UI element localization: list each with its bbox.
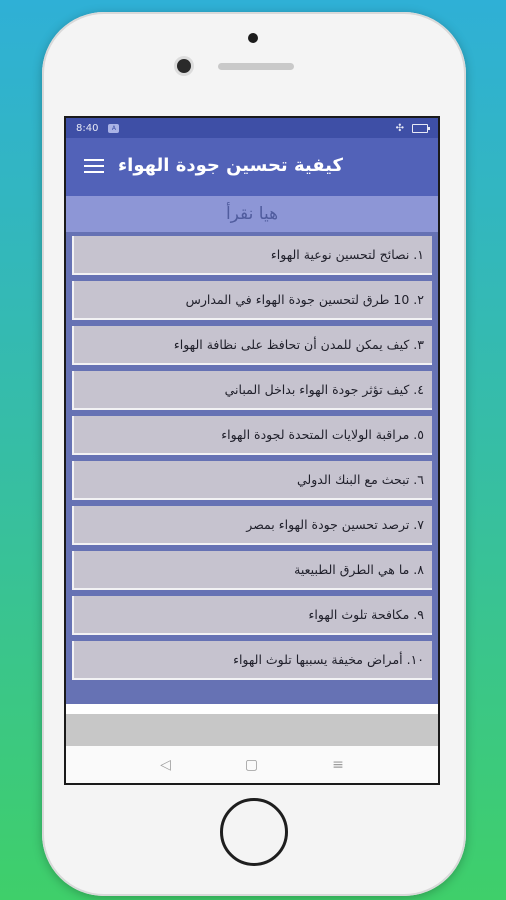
status-time: 8:40 [76, 122, 99, 134]
lets-read-banner: هيا نقرأ [66, 196, 438, 232]
home-button[interactable] [220, 798, 288, 866]
list-item[interactable]: ١٠. أمراض مخيفة يسببها تلوث الهواء [72, 641, 432, 680]
front-sensor-dot [248, 33, 258, 43]
topic-list [66, 232, 438, 704]
home-icon[interactable]: ▢ [244, 756, 259, 773]
notification-badge-icon: A [108, 124, 119, 133]
list-item[interactable]: ٤. كيف تؤثر جودة الهواء بداخل المباني [72, 371, 432, 410]
hamburger-menu-icon[interactable] [84, 159, 104, 175]
back-icon[interactable]: ◁ [160, 756, 171, 773]
signal-icon: ✣ [395, 122, 404, 134]
app-bar [66, 138, 438, 196]
list-item[interactable]: ٧. ترصد تحسين جودة الهواء بمصر [72, 506, 432, 545]
status-bar [66, 118, 438, 138]
battery-icon [412, 124, 428, 133]
list-item[interactable]: ٦. تبحث مع البنك الدولي [72, 461, 432, 500]
recents-icon[interactable]: ≡ [332, 756, 344, 773]
list-item[interactable]: ٨. ما هي الطرق الطبيعية [72, 551, 432, 590]
empty-area [66, 714, 438, 748]
app-screen [64, 116, 440, 785]
front-camera [177, 59, 191, 73]
android-nav-bar [66, 746, 438, 783]
list-item[interactable]: ١. نصائح لتحسين نوعية الهواء [72, 236, 432, 275]
earpiece-speaker [218, 63, 294, 70]
list-item[interactable]: ٣. كيف يمكن للمدن أن تحافظ على نظافة الهواء [72, 326, 432, 365]
list-item[interactable]: ٥. مراقبة الولايات المتحدة لجودة الهواء [72, 416, 432, 455]
app-title: كيفية تحسين جودة الهواء [117, 155, 343, 176]
list-item[interactable]: ٢. 10 طرق لتحسين جودة الهواء في المدارس [72, 281, 432, 320]
list-item[interactable]: ٩. مكافحة تلوث الهواء [72, 596, 432, 635]
